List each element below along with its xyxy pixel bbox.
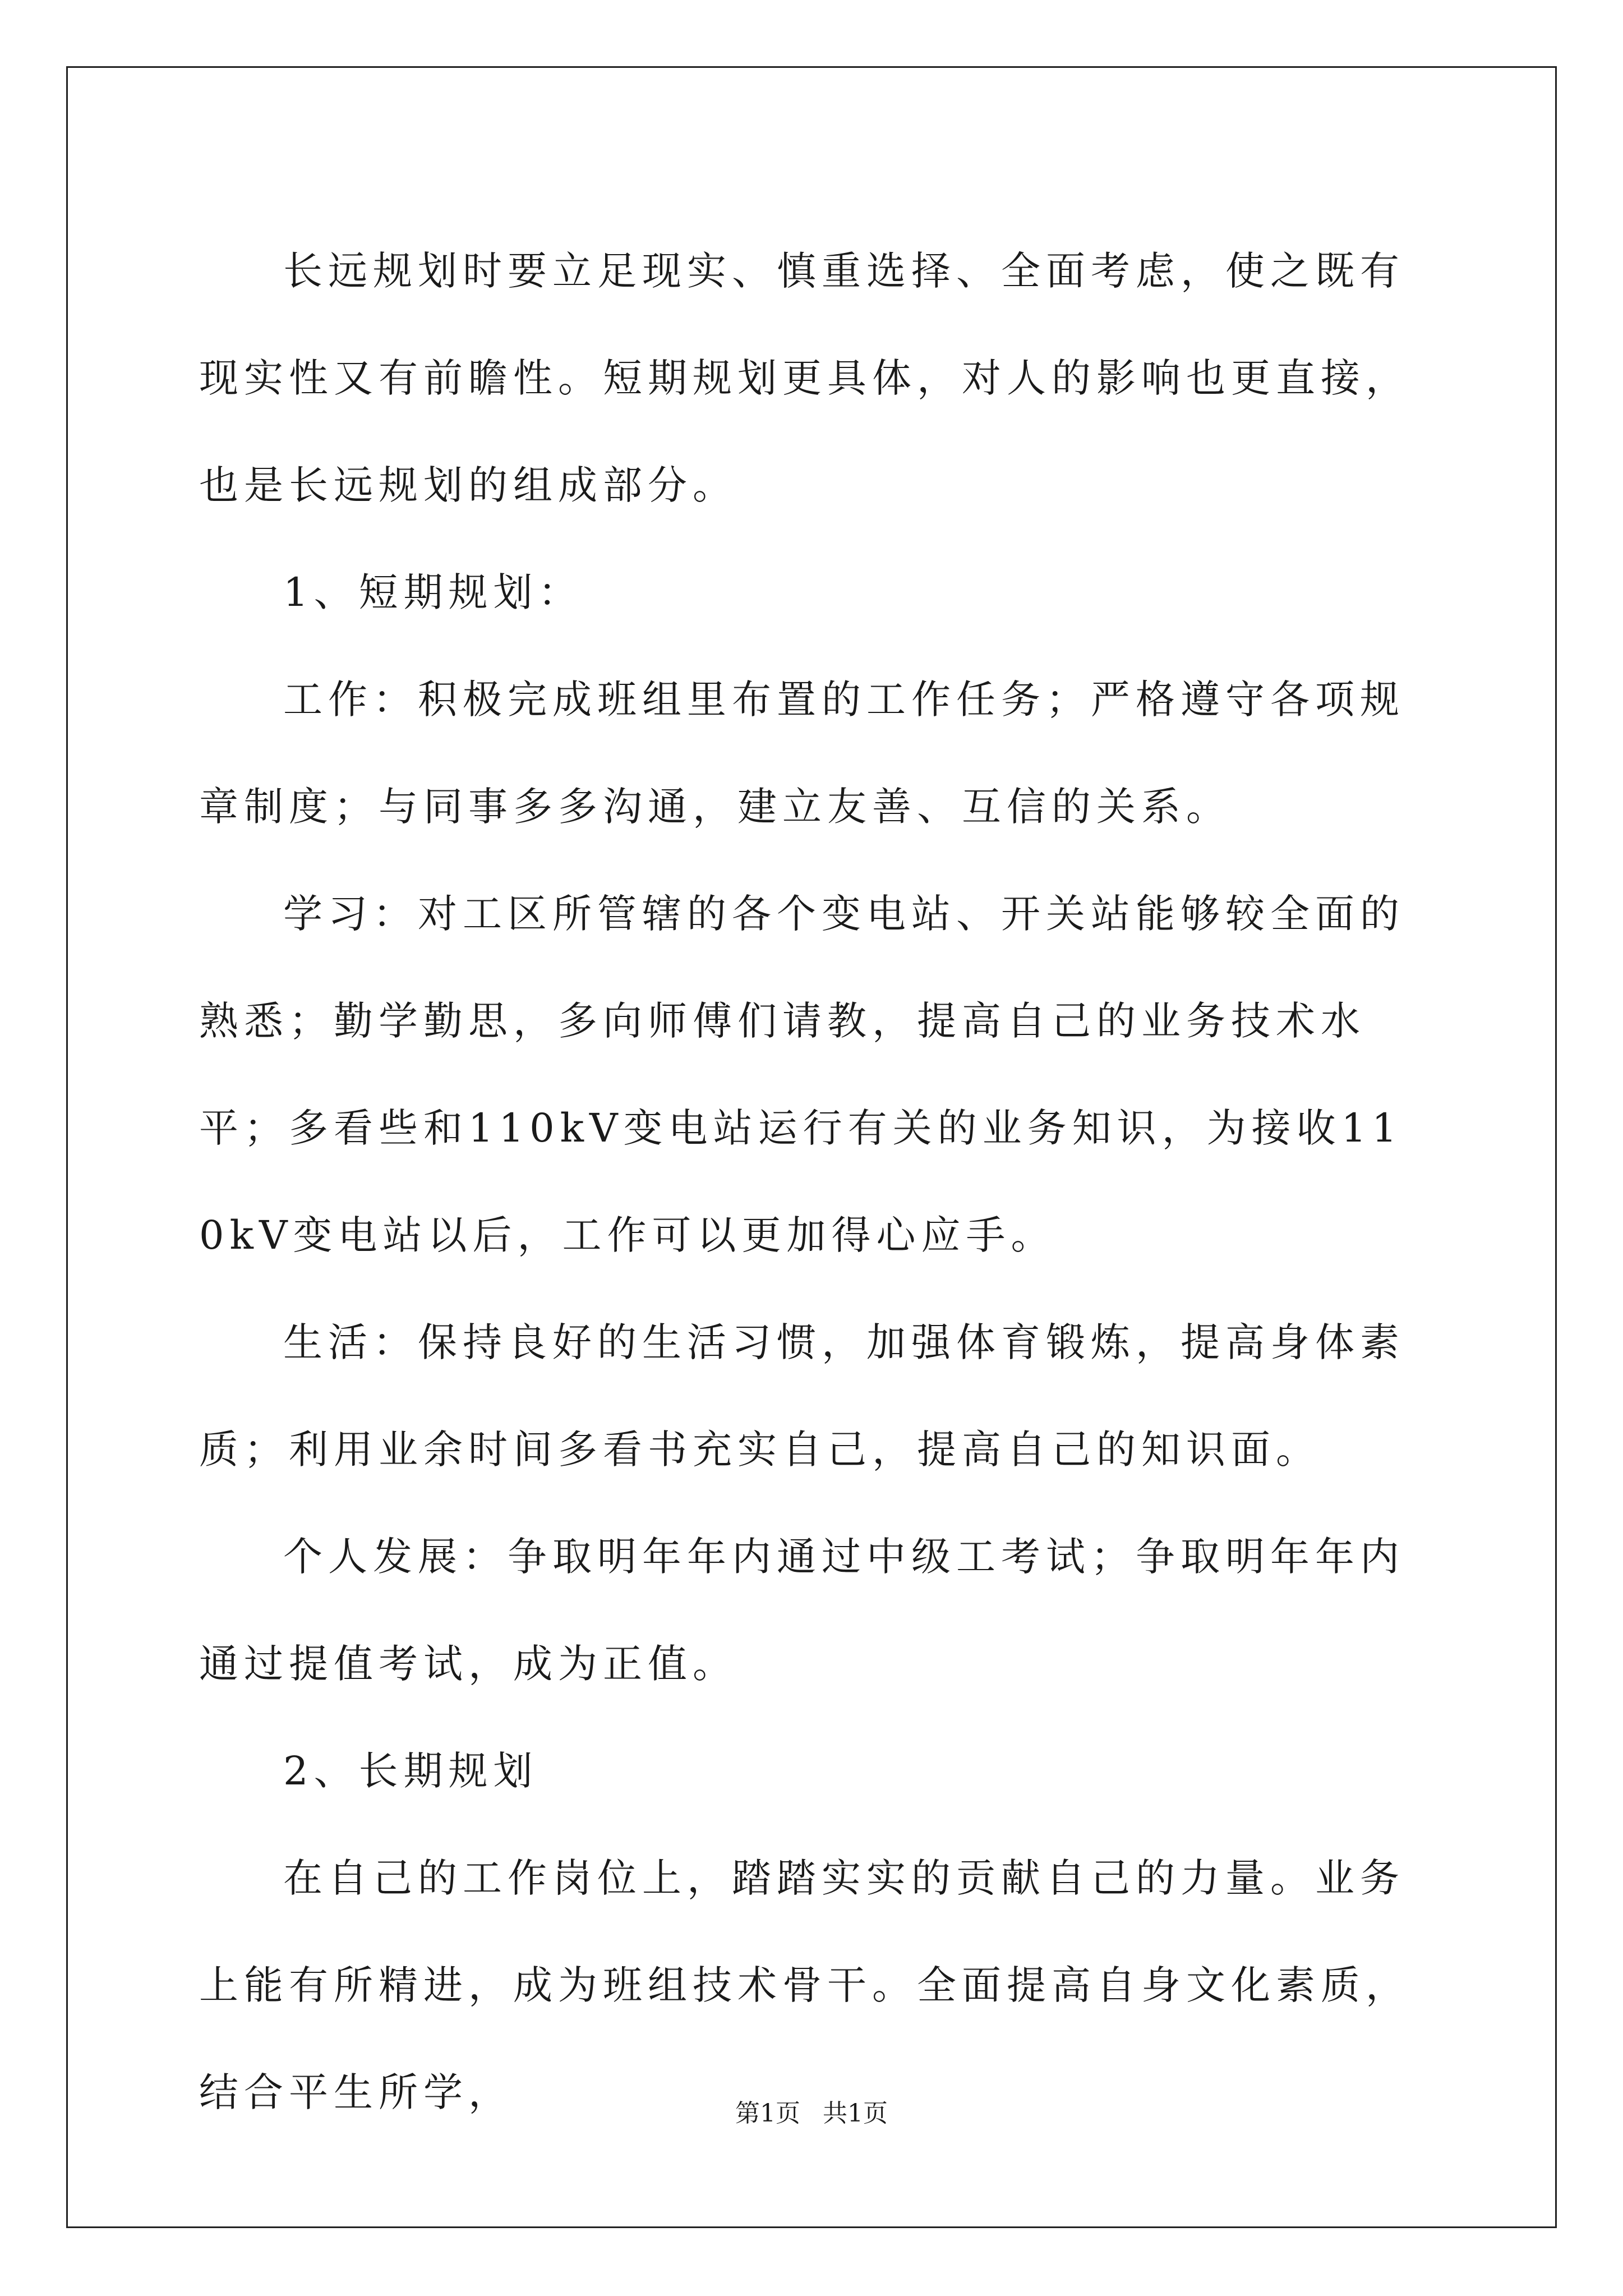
paragraph-work: 工作：积极完成班组里布置的工作任务；严格遵守各项规章制度；与同事多多沟通，建立友善、互信的关系。: [199, 677, 1405, 830]
page-number: 第1页: [735, 2099, 800, 2128]
paragraph-long-term: 在自己的工作岗位上，踏踏实实的贡献自己的力量。业务上能有所精进，成为班组技术骨干。全面提高自身文化素质，结合平生所学，: [199, 1855, 1410, 2115]
document-body: [199, 218, 1430, 2146]
paragraph-study: 学习：对工区所管辖的各个变电站、开关站能够较全面的熟悉；勤学勤思，多向师傅们请教，提高自己的业务技术水平；多看些和110kV变电站运行有关的业务知识，为接收110kV变电站以后，工作可以更加得心应手。: [199, 891, 1405, 1258]
heading-short-term-plan: 1、短期规划：: [283, 569, 583, 615]
paragraph-life: 生活：保持良好的生活习惯，加强体育锻炼，提高身体素质；利用业余时间多看书充实自己，提高自己的知识面。: [199, 1319, 1405, 1473]
paragraph-intro: 长远规划时要立足现实、慎重选择、全面考虑，使之既有现实性又有前瞻性。短期规划更具体，对人的影响也更直接，也是长远规划的组成部分。: [199, 248, 1410, 508]
page-total: 共1页: [823, 2099, 888, 2128]
heading-long-term-plan: 2、长期规划: [283, 1748, 538, 1794]
paragraph-personal-development: 个人发展：争取明年年内通过中级工考试；争取明年年内通过提值考试，成为正值。: [199, 1534, 1405, 1687]
page-footer: [0, 2097, 1623, 2131]
